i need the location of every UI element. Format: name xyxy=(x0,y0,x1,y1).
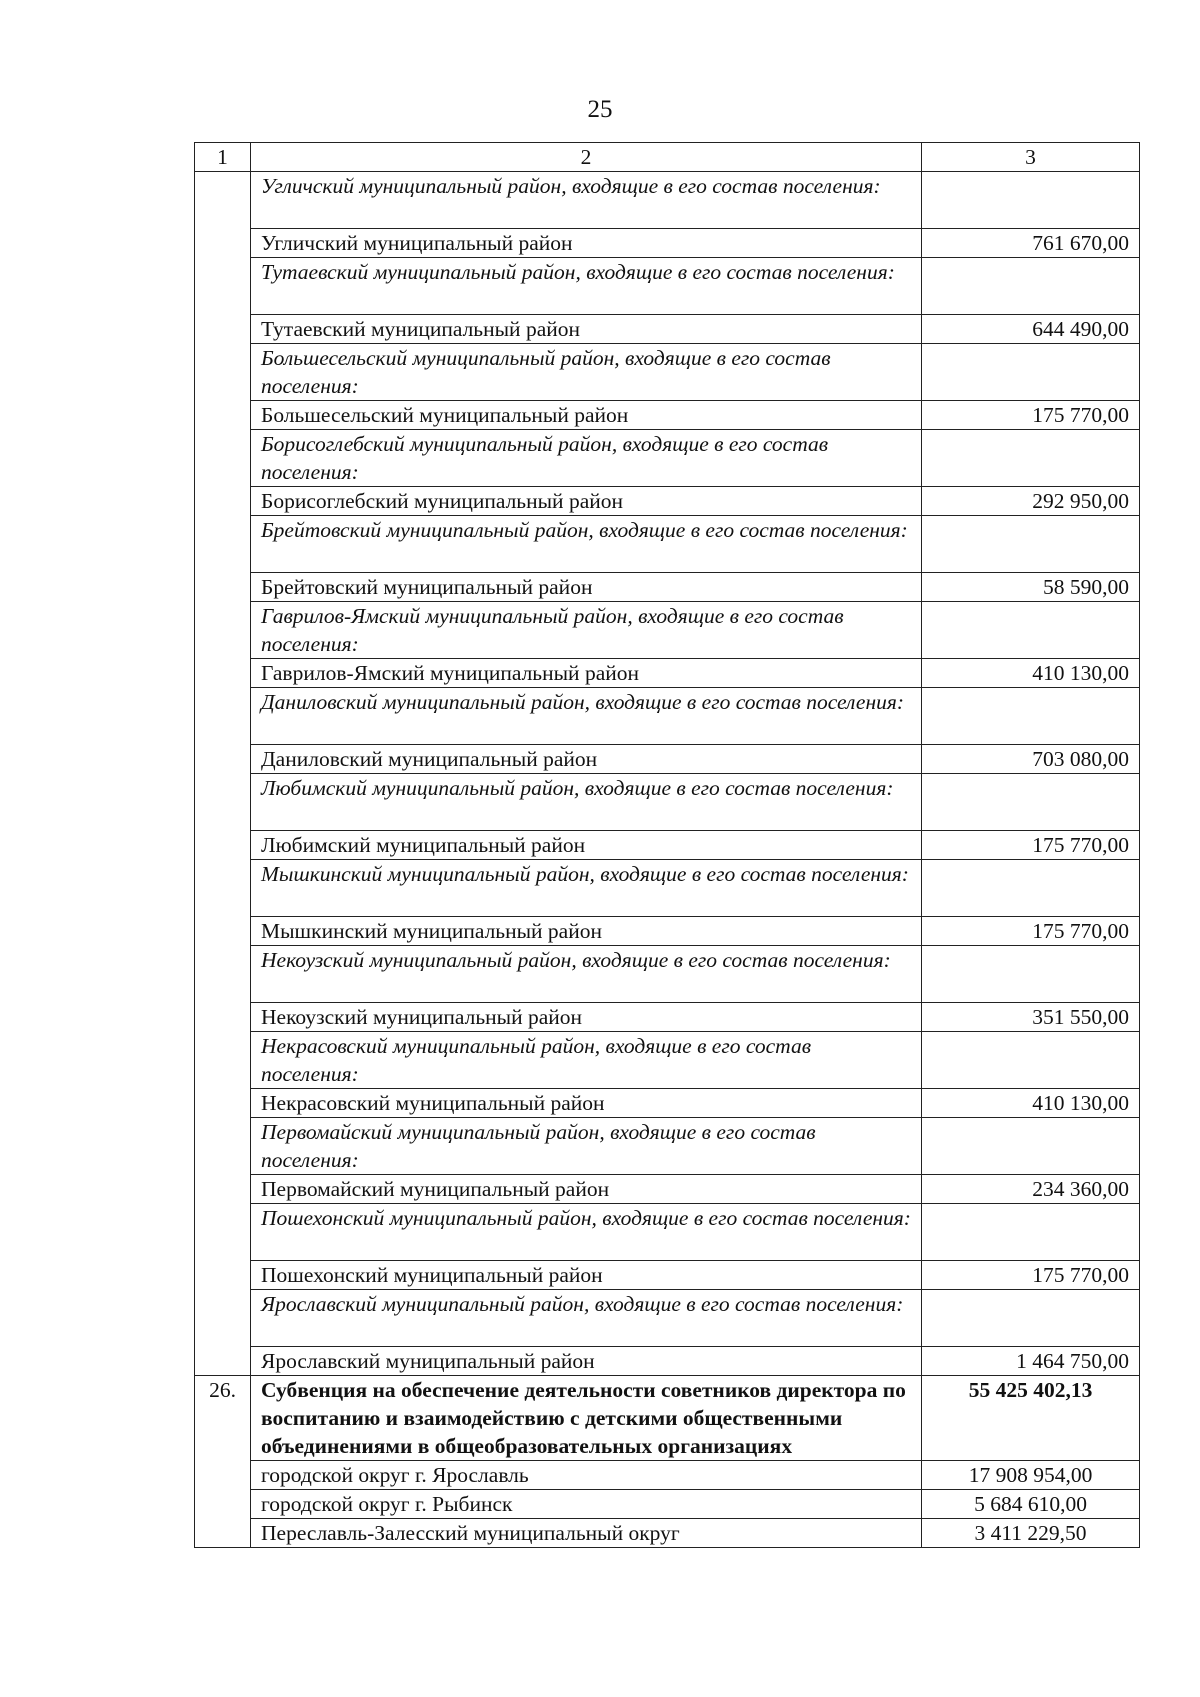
district-intro-row xyxy=(195,1032,1140,1089)
district-intro-value-empty xyxy=(922,688,1140,745)
district-intro-row xyxy=(195,430,1140,487)
district-intro: Мышкинский муниципальный район, входящие в его состав поселения: xyxy=(251,860,922,917)
district-intro-row xyxy=(195,1118,1140,1175)
district-intro-value-empty xyxy=(922,1118,1140,1175)
district-intro-row xyxy=(195,344,1140,401)
district-value: 703 080,00 xyxy=(922,745,1140,774)
header-col-3: 3 xyxy=(922,143,1140,172)
district-intro-value-empty xyxy=(922,1290,1140,1347)
district-row xyxy=(195,1175,1140,1204)
district-value: 175 770,00 xyxy=(922,401,1140,430)
page-number: 25 xyxy=(587,96,613,123)
district-name: Ярославский муниципальный район xyxy=(251,1347,922,1376)
district-intro: Даниловский муниципальный район, входящие в его состав поселения: xyxy=(251,688,922,745)
item-26-title: Субвенция на обеспечение деятельности советников директора по воспитанию и взаимодействию с детскими общественными объединениями в общеобразовательных организациях xyxy=(251,1376,922,1461)
district-intro: Большесельский муниципальный район, входящие в его состав поселения: xyxy=(251,344,922,401)
district-intro-value-empty xyxy=(922,602,1140,659)
district-row xyxy=(195,745,1140,774)
district-intro-row xyxy=(195,946,1140,1003)
district-intro-value-empty xyxy=(922,258,1140,315)
table-header-row xyxy=(195,143,1140,172)
district-intro-value-empty xyxy=(922,344,1140,401)
district-name: Угличский муниципальный район xyxy=(251,229,922,258)
district-intro: Борисоглебский муниципальный район, входящие в его состав поселения: xyxy=(251,430,922,487)
district-value: 292 950,00 xyxy=(922,487,1140,516)
district-value: 761 670,00 xyxy=(922,229,1140,258)
district-name: Пошехонский муниципальный район xyxy=(251,1261,922,1290)
district-value: 234 360,00 xyxy=(922,1175,1140,1204)
district-intro-value-empty xyxy=(922,1204,1140,1261)
district-name: Некрасовский муниципальный район xyxy=(251,1089,922,1118)
district-name: Некоузский муниципальный район xyxy=(251,1003,922,1032)
district-value: 175 770,00 xyxy=(922,917,1140,946)
district-intro: Любимский муниципальный район, входящие в его состав поселения: xyxy=(251,774,922,831)
district-intro-row xyxy=(195,258,1140,315)
district-value: 644 490,00 xyxy=(922,315,1140,344)
district-intro: Некоузский муниципальный район, входящие в его состав поселения: xyxy=(251,946,922,1003)
district-intro: Пошехонский муниципальный район, входящие в его состав поселения: xyxy=(251,1204,922,1261)
district-row xyxy=(195,831,1140,860)
district-row xyxy=(195,487,1140,516)
district-value: 410 130,00 xyxy=(922,659,1140,688)
district-intro-value-empty xyxy=(922,946,1140,1003)
district-intro-row xyxy=(195,516,1140,573)
district-intro-value-empty xyxy=(922,172,1140,229)
district-value: 58 590,00 xyxy=(922,573,1140,602)
district-intro-row xyxy=(195,172,1140,229)
item-26-subrow-name: Переславль-Залесский муниципальный округ xyxy=(251,1519,922,1548)
district-row xyxy=(195,659,1140,688)
district-row xyxy=(195,917,1140,946)
district-intro-value-empty xyxy=(922,1032,1140,1089)
district-intro: Тутаевский муниципальный район, входящие в его состав поселения: xyxy=(251,258,922,315)
district-row xyxy=(195,229,1140,258)
item-26-subrow-name: городской округ г. Ярославль xyxy=(251,1461,922,1490)
item-26-total: 55 425 402,13 xyxy=(922,1376,1140,1461)
item-26-subrow-name: городской округ г. Рыбинск xyxy=(251,1490,922,1519)
district-intro-value-empty xyxy=(922,430,1140,487)
district-name: Мышкинский муниципальный район xyxy=(251,917,922,946)
district-intro: Некрасовский муниципальный район, входящие в его состав поселения: xyxy=(251,1032,922,1089)
district-intro: Угличский муниципальный район, входящие в его состав поселения: xyxy=(251,172,922,229)
district-name: Тутаевский муниципальный район xyxy=(251,315,922,344)
district-name: Большесельский муниципальный район xyxy=(251,401,922,430)
item-26-subrow-value: 17 908 954,00 xyxy=(922,1461,1140,1490)
header-col-2: 2 xyxy=(251,143,922,172)
district-value: 351 550,00 xyxy=(922,1003,1140,1032)
district-intro: Брейтовский муниципальный район, входящие в его состав поселения: xyxy=(251,516,922,573)
district-intro: Гаврилов-Ямский муниципальный район, входящие в его состав поселения: xyxy=(251,602,922,659)
number-cell-empty xyxy=(195,172,251,1376)
district-intro-row xyxy=(195,860,1140,917)
district-row xyxy=(195,401,1140,430)
item-26-subrow xyxy=(195,1519,1140,1548)
district-name: Даниловский муниципальный район xyxy=(251,745,922,774)
district-row xyxy=(195,1347,1140,1376)
district-name: Борисоглебский муниципальный район xyxy=(251,487,922,516)
district-value: 175 770,00 xyxy=(922,831,1140,860)
district-row xyxy=(195,573,1140,602)
budget-table xyxy=(194,142,1140,1548)
district-name: Брейтовский муниципальный район xyxy=(251,573,922,602)
district-intro-row xyxy=(195,1204,1140,1261)
district-value: 410 130,00 xyxy=(922,1089,1140,1118)
district-intro-value-empty xyxy=(922,516,1140,573)
district-intro-row xyxy=(195,602,1140,659)
item-26-number: 26. xyxy=(195,1376,251,1548)
header-col-1: 1 xyxy=(195,143,251,172)
district-value: 1 464 750,00 xyxy=(922,1347,1140,1376)
district-row xyxy=(195,315,1140,344)
district-value: 175 770,00 xyxy=(922,1261,1140,1290)
district-row xyxy=(195,1261,1140,1290)
district-name: Любимский муниципальный район xyxy=(251,831,922,860)
district-intro: Ярославский муниципальный район, входящие в его состав поселения: xyxy=(251,1290,922,1347)
item-26-row xyxy=(195,1376,1140,1461)
district-name: Первомайский муниципальный район xyxy=(251,1175,922,1204)
district-row xyxy=(195,1089,1140,1118)
district-intro-row xyxy=(195,688,1140,745)
item-26-subrow xyxy=(195,1461,1140,1490)
item-26-subrow-value: 5 684 610,00 xyxy=(922,1490,1140,1519)
district-row xyxy=(195,1003,1140,1032)
item-26-subrow xyxy=(195,1490,1140,1519)
district-intro: Первомайский муниципальный район, входящие в его состав поселения: xyxy=(251,1118,922,1175)
item-26-subrow-value: 3 411 229,50 xyxy=(922,1519,1140,1548)
district-intro-value-empty xyxy=(922,774,1140,831)
district-intro-row xyxy=(195,774,1140,831)
district-name: Гаврилов-Ямский муниципальный район xyxy=(251,659,922,688)
district-intro-row xyxy=(195,1290,1140,1347)
district-intro-value-empty xyxy=(922,860,1140,917)
